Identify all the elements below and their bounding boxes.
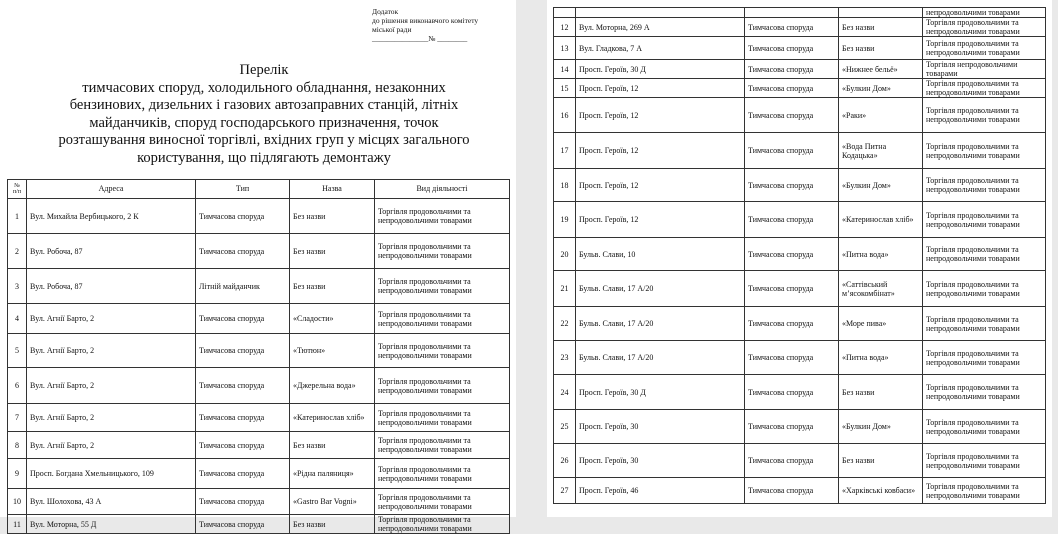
cell-type: Тимчасова споруда: [196, 304, 290, 334]
table-row: [554, 375, 1046, 410]
cell-activity: Торгівля непродовольчими товарами: [923, 60, 1046, 79]
cell-name: Без назви: [839, 18, 923, 37]
cell-type: Тимчасова споруда: [196, 515, 290, 534]
table-row: [554, 169, 1046, 202]
cell-name: «Рідна паляниця»: [290, 459, 375, 489]
cell-name: «Катеринослав хліб»: [290, 404, 375, 432]
cell-activity: Торгівля продовольчими та непродовольчими товарами: [375, 269, 510, 304]
cell-activity: Торгівля продовольчими та непродовольчими товарами: [375, 432, 510, 459]
cell-activity: Торгівля продовольчими та непродовольчими товарами: [923, 169, 1046, 202]
cell-address: Вул. Шолохова, 43 А: [27, 489, 196, 515]
cell-activity: Торгівля продовольчими та непродовольчими товарами: [375, 515, 510, 534]
cell-type: Тимчасова споруда: [745, 271, 839, 307]
table-row: [554, 202, 1046, 238]
cell-type: Тимчасова споруда: [745, 133, 839, 169]
cell-number: 18: [554, 169, 576, 202]
cell-address: Просп. Героїв, 30 Д: [576, 60, 745, 79]
cell-address: Вул. Моторна, 269 А: [576, 18, 745, 37]
cell-activity: Торгівля продовольчими та непродовольчими товарами: [375, 234, 510, 269]
cell-name: Без назви: [839, 37, 923, 60]
cell-number: 22: [554, 307, 576, 341]
table-row: [554, 444, 1046, 478]
cell-number: 1: [8, 199, 27, 234]
cell-type: Тимчасова споруда: [196, 459, 290, 489]
cell-activity: Торгівля продовольчими та непродовольчими товарами: [923, 18, 1046, 37]
cell-name: «Раки»: [839, 98, 923, 133]
appendix-line: Додаток: [372, 7, 399, 16]
cell-number: 15: [554, 79, 576, 98]
cell-activity: Торгівля продовольчими та непродовольчими товарами: [923, 375, 1046, 410]
cell-number: 4: [8, 304, 27, 334]
cell-name: «Джерельна вода»: [290, 368, 375, 404]
table-row: [554, 478, 1046, 504]
cell-type: Тимчасова споруда: [745, 169, 839, 202]
cell-number: 6: [8, 368, 27, 404]
cell-number: 8: [8, 432, 27, 459]
cell-name: «Питна вода»: [839, 238, 923, 271]
cell-name: «Саттівський м’ясокомбінат»: [839, 271, 923, 307]
cell-name: «Сладости»: [290, 304, 375, 334]
title-line: бензинових, дизельних і газових автозаправних станцій, літніх: [69, 97, 459, 113]
table-row: [554, 79, 1046, 98]
cell-address: Вул. Робоча, 87: [27, 269, 196, 304]
cell-address: Вул. Агнії Барто, 2: [27, 304, 196, 334]
demolition-table-part1: [7, 179, 510, 534]
document-page-left: [0, 0, 516, 533]
cell-address: Просп. Героїв, 30 Д: [576, 375, 745, 410]
header-activity: Вид діяльності: [375, 180, 510, 199]
cell-type: Тимчасова споруда: [196, 404, 290, 432]
cell-type: Тимчасова споруда: [196, 432, 290, 459]
cell-type: Тимчасова споруда: [745, 444, 839, 478]
appendix-line: міської ради: [372, 25, 412, 34]
cell-number: 21: [554, 271, 576, 307]
cell-address: Бульв. Слави, 17 А/20: [576, 307, 745, 341]
cell-number: 14: [554, 60, 576, 79]
table-row: [554, 98, 1046, 133]
cell-number: 13: [554, 37, 576, 60]
header-number: № п/п: [8, 180, 27, 199]
table-row: [8, 304, 510, 334]
demolition-table-part2: [553, 7, 1046, 504]
cell-activity: Торгівля продовольчими та непродовольчими товарами: [375, 459, 510, 489]
table-row: [554, 37, 1046, 60]
cell-name: Без назви: [290, 432, 375, 459]
appendix-line: до рішення виконавчого комітету: [372, 16, 479, 25]
table-header-row: [8, 180, 510, 199]
cell-number: 11: [8, 515, 27, 534]
cell-type: Тимчасова споруда: [196, 199, 290, 234]
cell-name: «Питна вода»: [839, 341, 923, 375]
cell-address: Просп. Героїв, 12: [576, 98, 745, 133]
cell-number: 9: [8, 459, 27, 489]
cell-activity: Торгівля продовольчими та непродовольчими товарами: [375, 199, 510, 234]
header-address: Адреса: [27, 180, 196, 199]
cell-activity: Торгівля продовольчими та непродовольчими товарами: [923, 307, 1046, 341]
table-row: [8, 404, 510, 432]
cell-name: «Вода Питна Кодацька»: [839, 133, 923, 169]
cell-number: 12: [554, 18, 576, 37]
cell-type: Тимчасова споруда: [196, 234, 290, 269]
cell-address: Вул. Михайла Вербицького, 2 К: [27, 199, 196, 234]
cell-address: Просп. Героїв, 46: [576, 478, 745, 504]
cell-type: Тимчасова споруда: [745, 410, 839, 444]
cell-address: Вул. Агнії Барто, 2: [27, 368, 196, 404]
cell-address: Просп. Героїв, 30: [576, 444, 745, 478]
cell-number: 19: [554, 202, 576, 238]
cell-number: 7: [8, 404, 27, 432]
title-line: Перелік: [239, 62, 289, 78]
cell-address: Просп. Героїв, 12: [576, 133, 745, 169]
cell-name: Без назви: [290, 515, 375, 534]
table-row: [554, 18, 1046, 37]
cell-type: Тимчасова споруда: [196, 368, 290, 404]
title-line: користування, що підлягають демонтажу: [137, 149, 391, 166]
cell-address: Просп. Героїв, 12: [576, 79, 745, 98]
cell-type: Тимчасова споруда: [745, 375, 839, 410]
cell-address: Просп. Героїв, 12: [576, 202, 745, 238]
title-line: майданчиків, споруд господарського призначення, точок: [89, 114, 439, 131]
cell-number: 20: [554, 238, 576, 271]
cell-address: Просп. Героїв, 12: [576, 169, 745, 202]
cell-activity: Торгівля продовольчими та непродовольчими товарами: [923, 271, 1046, 307]
cell-activity: Торгівля продовольчими та непродовольчими товарами: [923, 444, 1046, 478]
cell-activity: Торгівля продовольчими та непродовольчими товарами: [923, 341, 1046, 375]
table-row: [554, 60, 1046, 79]
title-line: розташування виносної торгівлі, вхідних груп у місцях загального: [58, 132, 470, 148]
table-row: [8, 515, 510, 534]
cell-type: Тимчасова споруда: [745, 98, 839, 133]
table-row: [8, 334, 510, 368]
cell-name: «Булкин Дом»: [839, 79, 923, 98]
header-type: Тип: [196, 180, 290, 199]
appendix-line: _______________№ ________: [372, 34, 468, 43]
appendix-note: [372, 7, 478, 43]
cell-name: Без назви: [290, 269, 375, 304]
cell-number: 10: [8, 489, 27, 515]
cell-number: 25: [554, 410, 576, 444]
cell-address: Просп. Героїв, 30: [576, 410, 745, 444]
table-row: [8, 459, 510, 489]
cell-activity: Торгівля продовольчими та непродовольчими товарами: [923, 478, 1046, 504]
cell-type: Тимчасова споруда: [196, 334, 290, 368]
cell-name: «Катеринослав хліб»: [839, 202, 923, 238]
table-row: [554, 271, 1046, 307]
cell-activity: Торгівля продовольчими та непродовольчими товарами: [375, 368, 510, 404]
cell-name: «Море пива»: [839, 307, 923, 341]
cell-type: Тимчасова споруда: [745, 307, 839, 341]
cell-address: Бульв. Слави, 17 А/20: [576, 341, 745, 375]
cell-activity: Торгівля продовольчими та непродовольчими товарами: [923, 410, 1046, 444]
cell-type: Тимчасова споруда: [745, 238, 839, 271]
cell-type: Тимчасова споруда: [745, 60, 839, 79]
cell-number: 3: [8, 269, 27, 304]
cell-name: «Gastro Bar Vogni»: [290, 489, 375, 515]
cell-address: Вул. Моторна, 55 Д: [27, 515, 196, 534]
cell-name: Без назви: [839, 375, 923, 410]
cell-activity: Торгівля продовольчими та непродовольчими товарами: [923, 238, 1046, 271]
table-row: [8, 432, 510, 459]
cell-name: «Булкин Дом»: [839, 410, 923, 444]
cell-name: Без назви: [290, 234, 375, 269]
cell-address: Просп. Богдана Хмельницького, 109: [27, 459, 196, 489]
cell-number: 24: [554, 375, 576, 410]
document-page-right: [547, 0, 1052, 517]
table-row: [554, 410, 1046, 444]
cell-address: Бульв. Слави, 17 А/20: [576, 271, 745, 307]
cell-type: Тимчасова споруда: [745, 202, 839, 238]
cell-name: «Нижнее бельё»: [839, 60, 923, 79]
table-row: [8, 234, 510, 269]
cell-name: «Булкин Дом»: [839, 169, 923, 202]
cell-type: Літній майданчик: [196, 269, 290, 304]
cell-activity: Торгівля продовольчими та непродовольчими товарами: [923, 133, 1046, 169]
cell-number: 16: [554, 98, 576, 133]
cell-name: «Харківські ковбаси»: [839, 478, 923, 504]
title-line: тимчасових споруд, холодильного обладнання, незаконних: [82, 79, 446, 96]
cell-address: Вул. Гладкова, 7 А: [576, 37, 745, 60]
table-row: [554, 238, 1046, 271]
header-name: Назва: [290, 180, 375, 199]
cell-type: Тимчасова споруда: [745, 478, 839, 504]
cell-activity: Торгівля продовольчими та непродовольчими товарами: [923, 202, 1046, 238]
cell-address: Вул. Агнії Барто, 2: [27, 432, 196, 459]
cell-type: Тимчасова споруда: [745, 37, 839, 60]
cell-activity: Торгівля продовольчими та непродовольчими товарами: [375, 489, 510, 515]
cell-number: 17: [554, 133, 576, 169]
cell-number: 5: [8, 334, 27, 368]
cell-activity: Торгівля продовольчими та непродовольчими товарами: [375, 404, 510, 432]
table-row: [554, 341, 1046, 375]
cell-activity: Торгівля продовольчими та непродовольчими товарами: [375, 334, 510, 368]
cell-type: Тимчасова споруда: [745, 18, 839, 37]
cell-name: «Тютюн»: [290, 334, 375, 368]
cell-activity: непродовольчими товарами: [923, 8, 1046, 18]
cell-number: 27: [554, 478, 576, 504]
cell-address: Вул. Робоча, 87: [27, 234, 196, 269]
table-row-continued: [554, 8, 1046, 18]
table-row: [8, 489, 510, 515]
cell-type: Тимчасова споруда: [196, 489, 290, 515]
table-row: [554, 133, 1046, 169]
cell-number: 26: [554, 444, 576, 478]
document-title: [20, 62, 508, 167]
cell-activity: Торгівля продовольчими та непродовольчими товарами: [923, 79, 1046, 98]
cell-name: Без назви: [290, 199, 375, 234]
cell-type: Тимчасова споруда: [745, 341, 839, 375]
table-row: [8, 199, 510, 234]
cell-activity: Торгівля продовольчими та непродовольчими товарами: [923, 98, 1046, 133]
cell-name: Без назви: [839, 444, 923, 478]
cell-activity: Торгівля продовольчими та непродовольчими товарами: [375, 304, 510, 334]
table-row: [8, 269, 510, 304]
cell-type: Тимчасова споруда: [745, 79, 839, 98]
cell-address: Вул. Агнії Барто, 2: [27, 404, 196, 432]
cell-number: 23: [554, 341, 576, 375]
table-row: [8, 368, 510, 404]
table-row: [554, 307, 1046, 341]
cell-activity: Торгівля продовольчими та непродовольчими товарами: [923, 37, 1046, 60]
cell-address: Бульв. Слави, 10: [576, 238, 745, 271]
cell-number: 2: [8, 234, 27, 269]
cell-address: Вул. Агнії Барто, 2: [27, 334, 196, 368]
